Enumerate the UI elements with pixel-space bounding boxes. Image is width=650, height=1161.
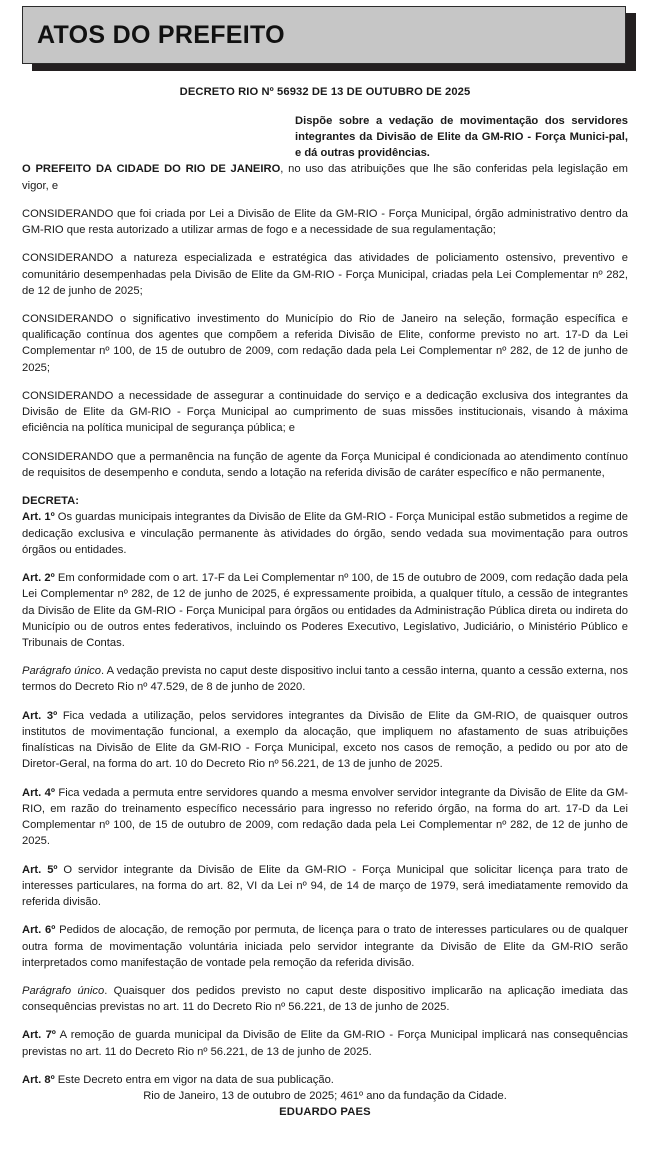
article-paragraph (22, 509, 628, 558)
considerando-paragraph: CONSIDERANDO o significativo investimento do Município do Rio de Janeiro na seleção, formação específica e qualificação contínua dos agentes que compõem a referida Divisão de Elite, conforme previsto no art. 17-D da Lei Complementar nº 100, de 15 de outubro de 2009, com redação dada pela Lei Complementar nº 282, de 12 de junho de 2025; (22, 313, 628, 374)
closing-place-date: Rio de Janeiro, 13 de outubro de 2025; 461º ano da fundação da Cidade. (143, 1090, 507, 1103)
decree-title: DECRETO RIO Nº 56932 DE 13 DE OUTUBRO DE 2025 (179, 86, 471, 98)
article-paragraph (22, 983, 628, 1015)
article-paragraph (22, 1027, 628, 1059)
article-text: O servidor integrante da Divisão de Elite da GM-RIO - Força Municipal que solicitar licença para trato de interesses particulares, na forma do art. 82, VI da Lei nº 94, de 14 de março de 1979, será imediatamente removido da referida divisão. (22, 863, 628, 909)
article-paragraph (22, 862, 628, 911)
considerando-paragraph: CONSIDERANDO a natureza especializada e estratégica das atividades de policiamento ostensivo, preventivo e comunitário desempenhadas pela Divisão de Elite da GM-RIO - Força Municipal, criadas pela Lei Complementar nº 282, de 12 de junho de 2025; (22, 252, 628, 297)
signature-name: EDUARDO PAES (279, 1106, 371, 1119)
article-text: . A vedação prevista no caput deste dispositivo inclui tanto a cessão interna, quanto a cessão externa, nos termos do Decreto Rio nº 47.529, de 8 de junho de 2020. (22, 665, 628, 694)
article-paragraph (22, 708, 628, 773)
considerando-paragraph: CONSIDERANDO que a permanência na função de agente da Força Municipal é condicionada ao atendimento contínuo de requisitos de desempenho e conduta, sendo a lotação na referida divisão de caráter específico e não permanente, (22, 450, 628, 479)
article-text: Fica vedada a permuta entre servidores quando a mesma envolver servidor integrante da Divisão de Elite da GM-RIO, em razão do treinamento específico necessário para ingresso no referido órgão, na forma do art. 17-D da Lei Complementar nº 100, de 15 de outubro de 2009, com redação dada pela Lei Complementar nº 282, de 12 de junho de 2025. (22, 786, 628, 848)
article-paragraph (22, 922, 628, 971)
considerando-paragraph: CONSIDERANDO que foi criada por Lei a Divisão de Elite da GM-RIO - Força Municipal, órgão administrativo dentro da GM-RIO que resta autorizado a utilizar armas de fogo e a necessidade de sua regulamentação; (22, 207, 628, 237)
decree-ementa (295, 113, 628, 161)
article-text: . Quaisquer dos pedidos previsto no caput deste dispositivo implicarão na aplicação imediata das consequências previstas no art. 11 do Decreto Rio nº 56.221, de 13 de junho de 2025. (22, 984, 628, 1014)
article-text: Fica vedada a utilização, pelos servidores integrantes da Divisão de Elite da GM-RIO, de quaisquer outros institutos de movimentação funcional, a exemplo da alocação, que impliquem no afastamento de suas atribuições finalísticas na Divisão de Elite da GM-RIO - Força Municipal, exceto nos casos de remoção, a pedido ou por ato de Diretor-Geral, na forma do art. 10 do Decreto Rio nº 56.221, de 13 de junho de 2025. (22, 709, 628, 771)
decreta-label: DECRETA: (22, 495, 79, 508)
article-label: Art. 7º (22, 1029, 56, 1042)
preamble-mayor-title: O PREFEITO DA CIDADE DO RIO DE JANEIRO (22, 163, 281, 176)
masthead (22, 6, 626, 64)
article-label: Art. 4º (22, 786, 55, 799)
article-paragraph (22, 1072, 628, 1088)
article-label: Art. 2º (22, 572, 55, 585)
masthead-box (22, 6, 626, 64)
preamble-rest: , no uso das atribuições que lhe são conferidas pela legislação em vigor, e (22, 163, 628, 192)
article-label: Art. 3º (22, 709, 58, 722)
considerandos-list (22, 206, 628, 481)
article-text: Este Decreto entra em vigor na data de sua publicação. (54, 1073, 334, 1086)
decree-document (0, 86, 650, 1121)
considerando-paragraph: CONSIDERANDO a necessidade de assegurar a continuidade do serviço e a dedicação exclusiva dos integrantes da Divisão de Elite da GM-RIO - Força Municipal ao cumprimento de suas missões institucionais, visando à máxima eficiência na política municipal de segurança pública; e (22, 389, 628, 435)
article-text: Pedidos de alocação, de remoção por permuta, de licença para o trato de interesses particulares ou de qualquer outra forma de movimentação voluntária iniciada pelo servidor integrante da Divisão de Elite da GM-RIO serão interpretados como manifestação de vontade pela remoção da referida divisão. (22, 924, 628, 969)
article-label: Art. 5º (22, 863, 58, 876)
articles-list (22, 509, 628, 1088)
article-label: Art. 8º (22, 1073, 55, 1086)
masthead-title: ATOS DO PREFEITO (37, 20, 285, 49)
article-text: A remoção de guarda municipal da Divisão de Elite da GM-RIO - Força Municipal implicará nas consequências previstas no art. 11 do Decreto Rio nº 56.221, de 13 de junho de 2025. (22, 1029, 629, 1058)
article-text: Em conformidade com o art. 17-F da Lei Complementar nº 100, de 15 de outubro de 2009, com redação dada pela Lei Complementar nº 282, de 12 de junho de 2025, é expressamente proibida, a qualquer título, a cessão de integrantes da Divisão de Elite da GM-RIO - Força Municipal para órgãos ou entidades da Administração Pública direta ou indireta do Município ou de outros entes federativos, incluindo os Poderes Executivo, Legislativo, Judiciário, o Ministério Público e Tribunais de Contas. (22, 572, 629, 649)
article-text: Os guardas municipais integrantes da Divisão de Elite da GM-RIO - Força Municipal estão submetidos a regime de dedicação exclusiva e vinculação permanente às atividades do órgão, sendo vedada sua movimentação para outros órgãos ou entidades. (22, 511, 628, 556)
article-paragraph (22, 570, 628, 651)
article-label: Parágrafo único (22, 665, 101, 678)
article-label: Parágrafo único (22, 984, 105, 997)
article-label: Art. 1º (22, 511, 55, 524)
ementa-text: Dispõe sobre a vedação de movimentação dos servidores integrantes da Divisão de Elite da GM-RIO - Força Munici-pal, e dá outras providências. (295, 115, 628, 160)
article-label: Art. 6º (22, 924, 56, 937)
article-paragraph (22, 663, 628, 695)
article-paragraph (22, 785, 628, 850)
decree-preamble (22, 161, 628, 193)
